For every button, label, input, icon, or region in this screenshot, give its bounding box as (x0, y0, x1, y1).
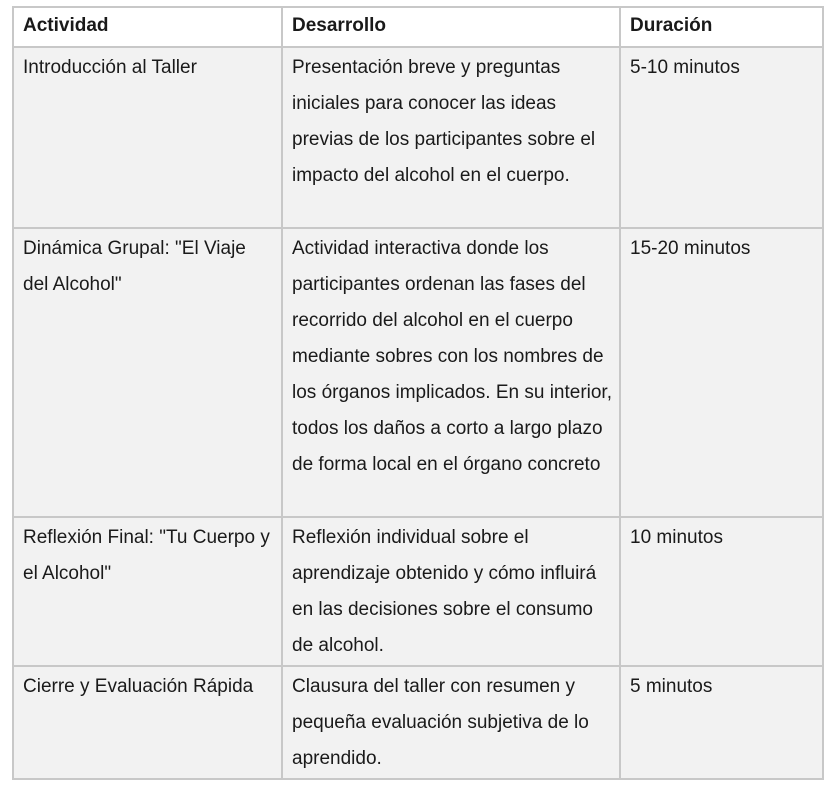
table-row (13, 228, 823, 517)
activity-schedule-table (12, 6, 824, 780)
cell-development: Actividad interactiva donde los participantes ordenan las fases del recorrido del alcohol en el cuerpo mediante sobres con los nombres de los órganos implicados. En su interior, todos los daños a corto a largo plazo de forma local en el órgano concreto (282, 228, 620, 517)
cell-activity: Reflexión Final: "Tu Cuerpo y el Alcohol" (13, 517, 282, 666)
table-row (13, 666, 823, 779)
table-row (13, 47, 823, 228)
cell-duration: 5-10 minutos (620, 47, 823, 228)
cell-activity: Cierre y Evaluación Rápida (13, 666, 282, 779)
cell-duration: 15-20 minutos (620, 228, 823, 517)
table-body (13, 47, 823, 779)
header-activity: Actividad (13, 7, 282, 47)
cell-activity: Dinámica Grupal: "El Viaje del Alcohol" (13, 228, 282, 517)
header-development: Desarrollo (282, 7, 620, 47)
cell-development: Reflexión individual sobre el aprendizaje obtenido y cómo influirá en las decisiones sobre el consumo de alcohol. (282, 517, 620, 666)
table-header (13, 7, 823, 47)
cell-development: Clausura del taller con resumen y pequeña evaluación subjetiva de lo aprendido. (282, 666, 620, 779)
cell-development: Presentación breve y preguntas iniciales para conocer las ideas previas de los participantes sobre el impacto del alcohol en el cuerpo. (282, 47, 620, 228)
cell-duration: 5 minutos (620, 666, 823, 779)
cell-duration: 10 minutos (620, 517, 823, 666)
table-row (13, 517, 823, 666)
header-duration: Duración (620, 7, 823, 47)
cell-activity: Introducción al Taller (13, 47, 282, 228)
header-row (13, 7, 823, 47)
